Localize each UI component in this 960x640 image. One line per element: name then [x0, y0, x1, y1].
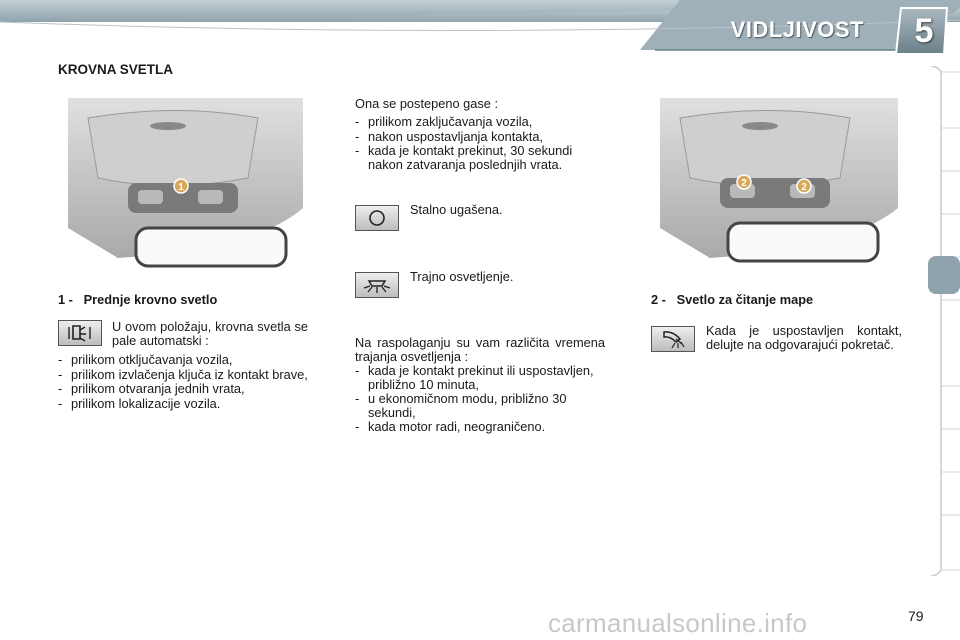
- watermark: carmanualsonline.info: [548, 608, 808, 638]
- chapter-number: 5: [914, 12, 934, 50]
- on-mode-text: Trajno osvetljenje.: [410, 269, 514, 284]
- list-item: - prilikom otključavanja vozila,: [58, 353, 312, 367]
- caption-label: Prednje krovno svetlo: [83, 292, 218, 307]
- photo-marker-1: 1: [178, 182, 184, 193]
- caption-number: 1 -: [58, 292, 73, 307]
- chapter-title: VIDLJIVOST: [730, 17, 864, 42]
- list-item: - kada je kontakt prekinut ili uspostavljen, približno 10 minuta,: [355, 364, 605, 391]
- map-reading-light-photo: [650, 98, 902, 278]
- list-item: - prilikom otvaranja jednih vrata,: [58, 382, 312, 396]
- section-title: KROVNA SVETLA: [58, 62, 174, 77]
- fade-intro: Ona se postepeno gase :: [355, 96, 499, 111]
- map-light-text: Kada je uspostavljen kontakt, delujte na odgovarajući pokretač.: [706, 323, 902, 352]
- auto-on-list: [58, 353, 312, 411]
- dome-light-on-icon: [356, 273, 398, 297]
- caption-map-light: [651, 293, 813, 307]
- caption-front-light: [58, 293, 217, 307]
- list-item: - prilikom izvlačenja ključa iz kontakt brave,: [58, 368, 312, 382]
- headliner-illustration: [58, 98, 308, 278]
- door-mode-icon-box: [58, 320, 102, 346]
- door-lamp-icon: [59, 321, 101, 345]
- photo-marker-2b: 2: [801, 182, 807, 193]
- active-chapter-tab[interactable]: [928, 256, 960, 294]
- caption-number: 2 -: [651, 292, 666, 307]
- list-item: - u ekonomičnom modu, približno 30 sekundi,: [355, 392, 605, 419]
- list-item: - prilikom zaključavanja vozila,: [355, 115, 605, 129]
- list-item: - prilikom lokalizacije vozila.: [58, 397, 312, 411]
- durations-intro: Na raspolaganju su vam različita vremena trajanja osvetljenja :: [355, 335, 605, 364]
- photo-marker-2a: 2: [741, 178, 747, 189]
- fade-list: [355, 115, 605, 172]
- front-courtesy-light-photo: [58, 98, 308, 278]
- list-item: - kada motor radi, neograničeno.: [355, 420, 605, 434]
- headliner-illustration: [650, 98, 902, 278]
- caption-label: Svetlo za čitanje mape: [676, 292, 814, 307]
- auto-mode-text: U ovom položaju, krovna svetla se pale automatski :: [112, 319, 308, 348]
- circle-off-icon: [356, 206, 398, 230]
- chapter-tabs: [927, 66, 960, 576]
- durations-list: [355, 364, 605, 435]
- off-icon-box: [355, 205, 399, 231]
- page-header: [0, 0, 960, 64]
- map-reading-light-icon: [652, 327, 694, 351]
- page-number: 79: [908, 608, 924, 624]
- on-icon-box: [355, 272, 399, 298]
- map-light-icon-box: [651, 326, 695, 352]
- tab-strip: [927, 66, 960, 576]
- list-item: - nakon uspostavljanja kontakta,: [355, 130, 605, 144]
- list-item: - kada je kontakt prekinut, 30 sekundi nakon zatvaranja poslednjih vrata.: [355, 144, 605, 171]
- off-mode-text: Stalno ugašena.: [410, 202, 503, 217]
